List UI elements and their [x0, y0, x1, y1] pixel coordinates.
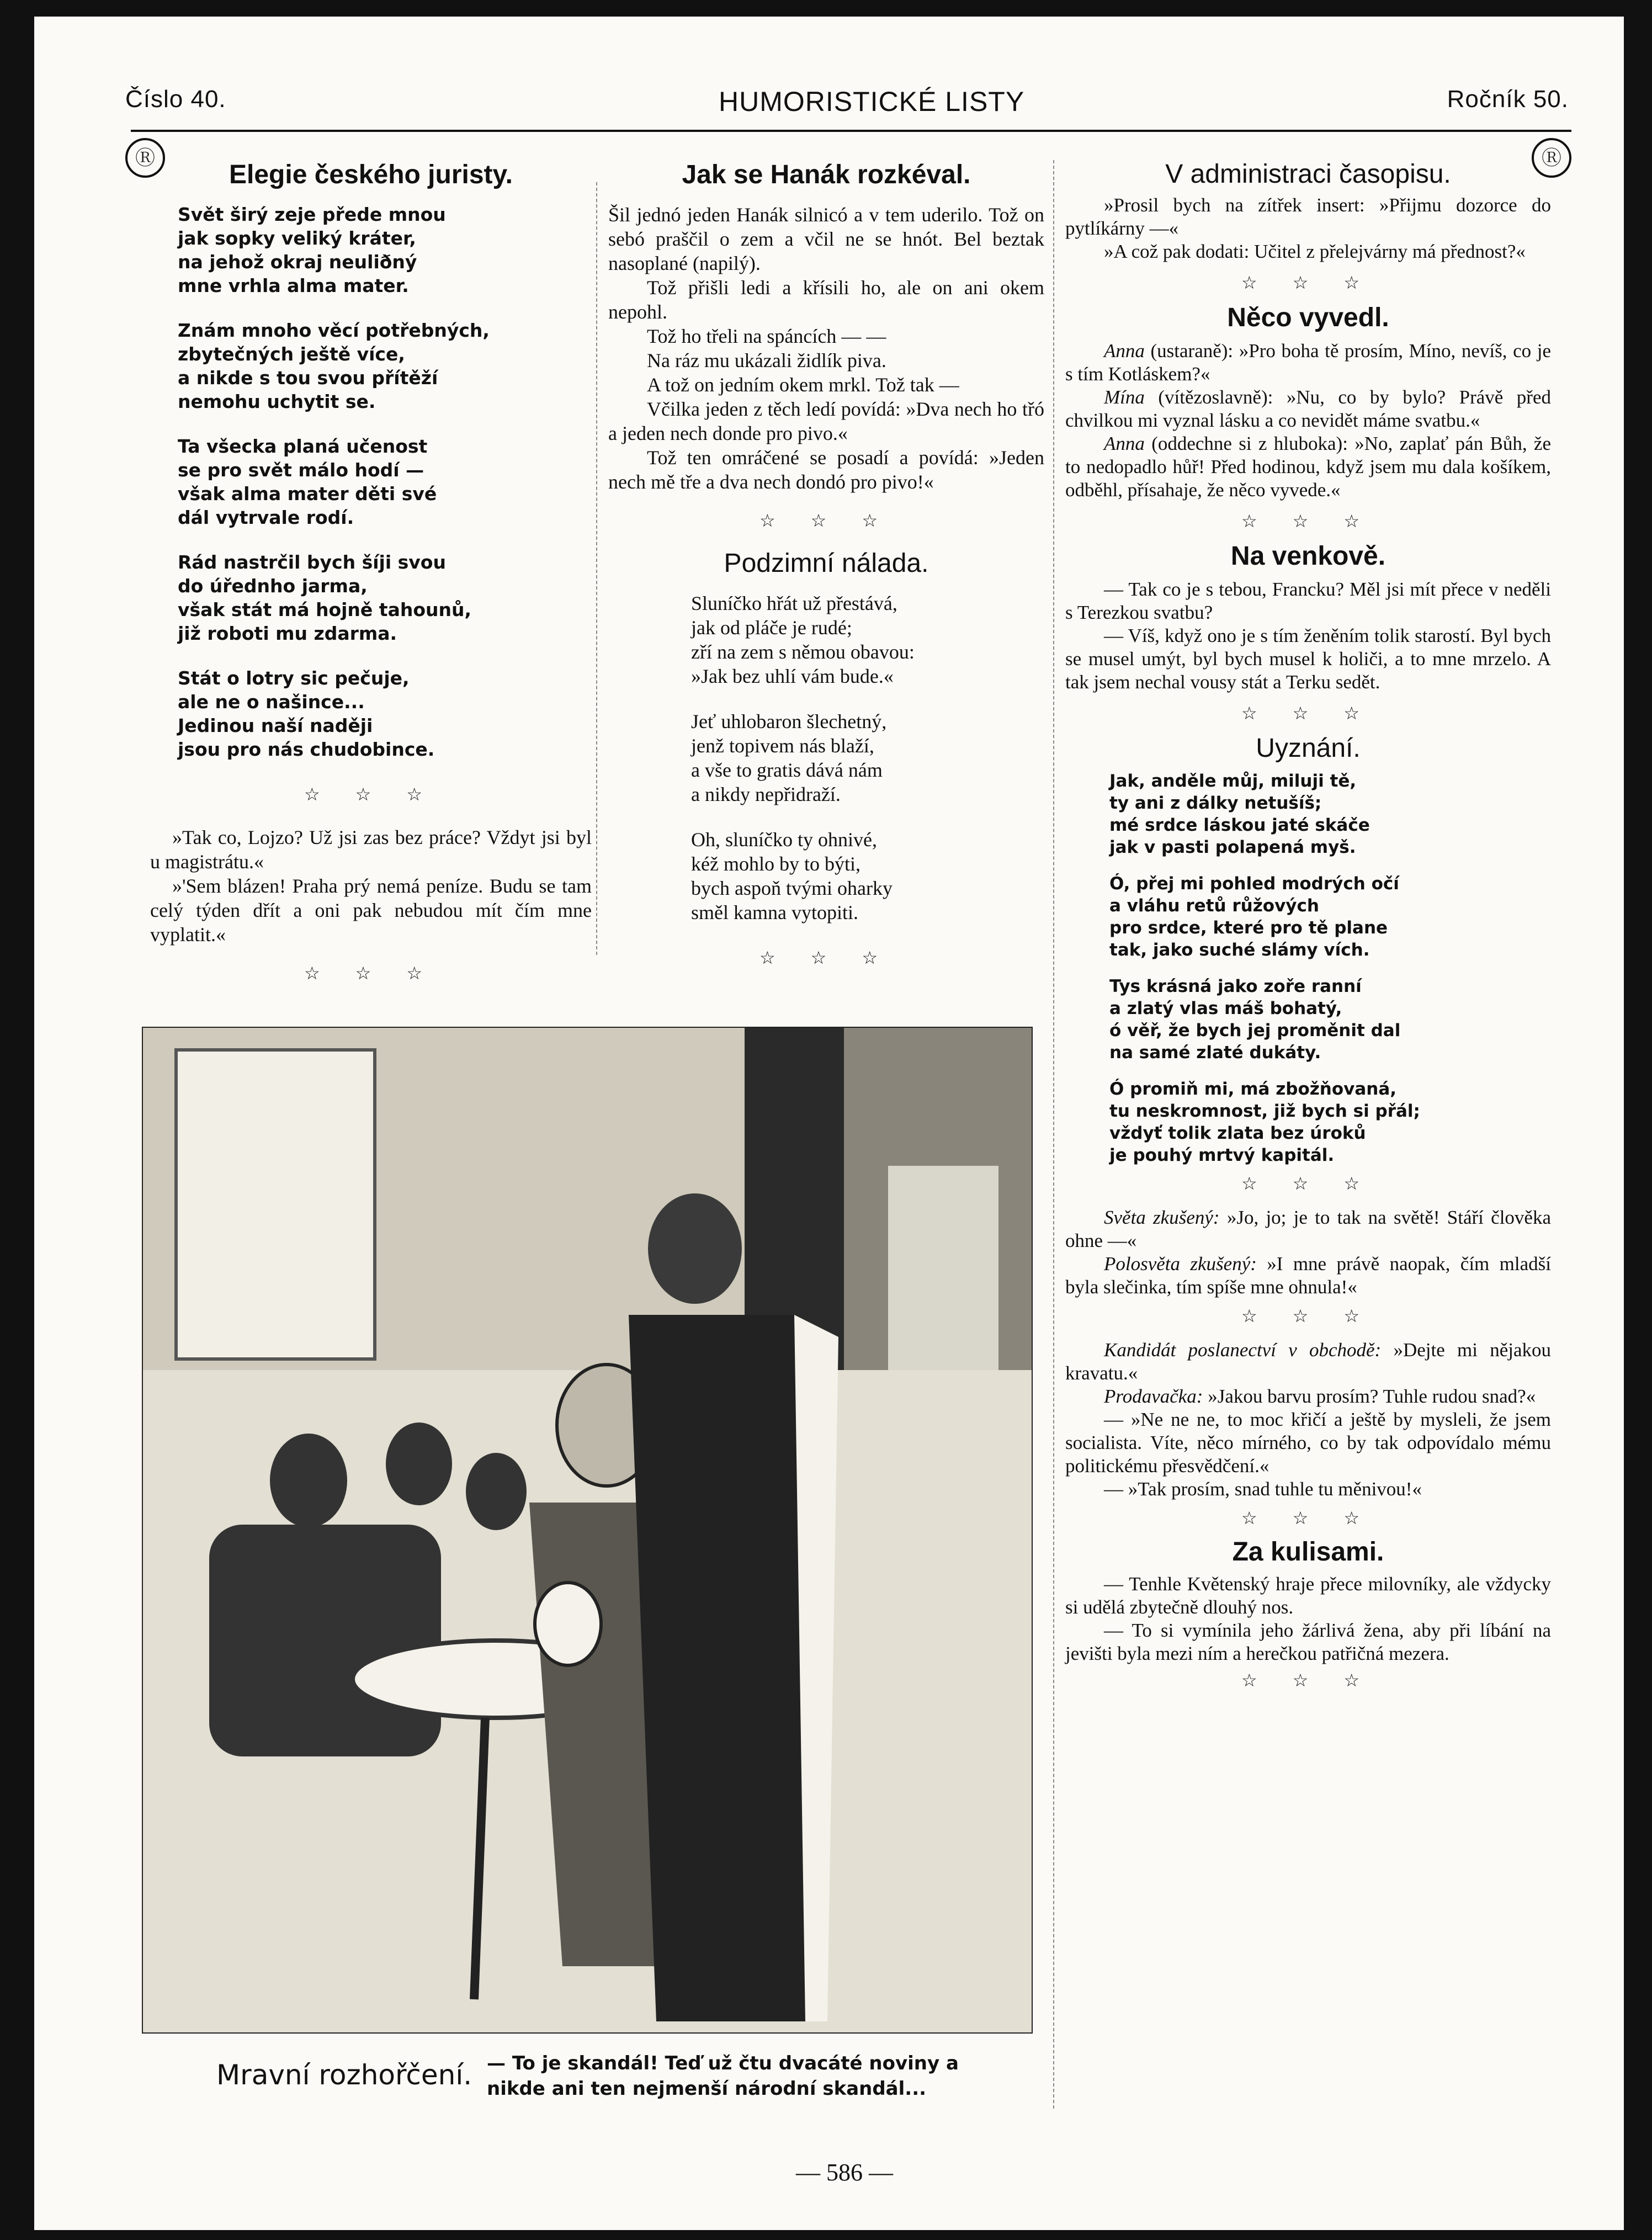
verse-line: »Jak bez uhlí vám bude.« [691, 665, 894, 687]
joke-paragraph: »'Sem blázen! Praha prý nemá peníze. Budu se tam celý týden dřít a oni pak nebudou mít čím mne vyplatit.« [150, 875, 592, 946]
stanza [178, 319, 592, 413]
right-ornament-icon: Ⓡ [1532, 138, 1571, 178]
section-title: Za kulisami. [1232, 1537, 1384, 1567]
star-separator-icon: ☆ ☆ ☆ [1241, 273, 1375, 293]
paragraph [1065, 432, 1551, 502]
paragraph: Šil jednó jeden Hanák silnicó a v tem uderilo. Tož on sebó praščil o zem a včil ne se hnót. Bel beztak nasoplané (napilý). [608, 204, 1044, 274]
verse-line: Svět širý zeje přede mnou [178, 204, 446, 225]
column-1 [150, 160, 592, 1004]
illustration-title: Mravní rozhořčení. [216, 2059, 472, 2091]
dialogue: »Jakou barvu prosím? Tuhle rudou snad?« [1203, 1386, 1536, 1407]
verse-line: a nikde s tou svou přítěží [178, 367, 438, 389]
verse-line: jak od pláče je rudé; [691, 617, 852, 639]
verse-line: Stát o lotry sic pečuje, [178, 667, 410, 689]
verse-line: mne vrhla alma mater. [178, 275, 409, 296]
verse-line: Ó, přej mi pohled modrých očí [1109, 874, 1399, 894]
verse-line: mé srdce láskou jaté skáče [1109, 815, 1370, 835]
header-rule [131, 130, 1571, 132]
verse-line: již roboti mu zdarma. [178, 623, 397, 644]
page-number: — 586 — [796, 2159, 893, 2186]
paragraph [1065, 1206, 1551, 1252]
volume-number: Ročník 50. [1447, 86, 1569, 113]
issue-number: Číslo 40. [125, 86, 226, 113]
stanza [1109, 873, 1551, 961]
verse-line: Oh, sluníčko ty ohnivé, [691, 829, 877, 851]
stanza [178, 434, 592, 529]
verse-line: tak, jako suché slámy vích. [1109, 940, 1370, 960]
column-divider [1053, 160, 1054, 2109]
verse-line: a zlatý vlas máš bohatý, [1109, 999, 1342, 1018]
verse-line: vždyť tolik zlata bez úroků [1109, 1123, 1366, 1143]
speaker: Prodavačka: [1104, 1386, 1203, 1407]
stanza [178, 203, 592, 298]
section-title: Na venkově. [1230, 542, 1386, 571]
dialogue: »I mne právě naopak, čím mladší byla slečinka, tím spíše mne ohnula!« [1065, 1253, 1551, 1298]
verse-line: směl kamna vytopiti. [691, 901, 858, 923]
verse-line: se pro svět málo hodí — [178, 459, 424, 481]
speaker: Anna [1104, 433, 1145, 454]
speaker: Polosvěta zkušený: [1104, 1253, 1257, 1275]
verse-line: jenž topivem nás blaží, [691, 735, 874, 757]
paragraph: — Tak co je s tebou, Francku? Měl jsi mít přece v neděli s Terezkou svatbu? [1065, 578, 1551, 623]
verse-line: kéž mohlo by to býti, [691, 853, 860, 875]
verse-line: na samé zlaté dukáty. [1109, 1043, 1321, 1063]
verse-line: Jak, anděle můj, miluji tě, [1109, 771, 1357, 791]
star-separator-icon: ☆ ☆ ☆ [1241, 703, 1375, 723]
section-title: V administraci časopisu. [1165, 160, 1451, 189]
verse-line: Ó promiň mi, má zbožňovaná, [1109, 1079, 1397, 1099]
journal-title: HUMORISTICKÉ LISTY [719, 86, 1025, 117]
article-title: Jak se Hanák rozkéval. [682, 160, 971, 189]
verse-line: jak sopky veliký kráter, [178, 227, 416, 249]
verse-line: Jeť uhlobaron šlechetný, [691, 710, 887, 732]
paragraph: »Prosil bych na zítřek insert: »Přijmu dozorce do pytlíkárny —« [1065, 194, 1551, 239]
illustration-cafe-scene [142, 1027, 1033, 2034]
verse-line: bych aspoň tvými oharky [691, 877, 893, 899]
verse-line: a nikdy nepřidraží. [691, 783, 841, 805]
stanza [1109, 975, 1551, 1064]
star-separator-icon: ☆ ☆ ☆ [304, 784, 438, 804]
paragraph: A tož on jedním okem mrkl. Tož tak — [647, 374, 959, 396]
stanza [691, 709, 1044, 806]
section-title: Něco vyvedl. [1227, 303, 1389, 332]
stanza [1109, 1078, 1551, 1166]
paragraph: »A což pak dodati: Učitel z přelejvárny má přednost?« [1104, 241, 1526, 262]
star-separator-icon: ☆ ☆ ☆ [759, 948, 894, 968]
speaker: Anna [1104, 340, 1145, 362]
dialogue: (vítězoslavně): »Nu, co by bylo? Právě před chvilkou mi vyznal lásku a co nevidět máme svatbu.« [1065, 386, 1551, 431]
star-separator-icon: ☆ ☆ ☆ [1241, 1306, 1375, 1326]
paragraph: — »Tak prosím, snad tuhle tu měnivou!« [1104, 1478, 1422, 1500]
dialogue: (ustaraně): »Pro boha tě prosím, Míno, nevíš, co je s tím Kotláskem?« [1065, 340, 1551, 385]
verse-line: však alma mater děti své [178, 483, 437, 505]
speaker: Kandidát poslanectví v obchodě: [1104, 1339, 1382, 1361]
paragraph [1065, 1385, 1551, 1408]
stanza [691, 591, 1044, 688]
verse-line: tu neskromnost, již bych si přál; [1109, 1101, 1420, 1121]
column-2 [608, 160, 1044, 989]
paragraph [1065, 339, 1551, 386]
paragraph: Tož ten omráčené se posadí a povídá: »Jeden nech mě tře a dva nech dondó pro pivo!« [608, 447, 1044, 493]
left-ornament-icon: Ⓡ [125, 138, 165, 178]
paragraph: Včilka jeden z těch ledí povídá: »Dva nech ho třó a jeden nech donde pro pivo.« [608, 398, 1044, 444]
poem-title: Elegie českého juristy. [229, 160, 513, 189]
verse-line: dál vytrvale rodí. [178, 507, 354, 528]
verse-line: na jehož okraj neuliðný [178, 251, 417, 273]
paragraph: Na ráz mu ukázali židlík piva. [647, 349, 886, 371]
star-separator-icon: ☆ ☆ ☆ [1241, 1508, 1375, 1528]
verse-line: ale ne o našince... [178, 691, 365, 713]
verse-line: Znám mnoho věcí potřebných, [178, 320, 490, 341]
paragraph: — Tenhle Květenský hraje přece milovníky, ale vždycky si udělá zbytečně dlouhý nos. [1065, 1573, 1551, 1618]
stanza [1109, 770, 1551, 858]
verse-line: do úřednho jarma, [178, 575, 368, 597]
dialogue: (oddechne si z hluboka): »No, zaplať pán Bůh, že to nedopadlo hůř! Před hodinou, když jsem mu dala košíkem, odběhl, přísahaje, že něco vyvede.« [1065, 433, 1551, 501]
verse-line: a vše to gratis dává nám [691, 759, 883, 781]
illustration-caption: — To je skandál! Teď už čtu dvacáté noviny a nikde ani ten nejmenší národní skandál... [487, 2052, 959, 2100]
dialogue: »Jo, jo; je to tak na světě! Stáří člověka ohne —« [1065, 1207, 1551, 1251]
column-3 [1065, 160, 1551, 1692]
verse-line: však stát má hojně tahounů, [178, 599, 472, 620]
speaker: Mína [1104, 386, 1145, 408]
star-separator-icon: ☆ ☆ ☆ [1241, 1670, 1375, 1690]
verse-line: Jedinou naší naději [178, 715, 373, 736]
verse-line: ty ani z dálky netušíš; [1109, 793, 1322, 813]
paragraph: Tož ho třeli na spáncích — — [647, 325, 886, 347]
verse-line: Rád nastrčil bych šíji svou [178, 551, 446, 573]
poem-title: Uyznání. [1256, 734, 1361, 763]
stanza [691, 827, 1044, 925]
star-separator-icon: ☆ ☆ ☆ [1241, 1174, 1375, 1193]
verse-line: zbytečných ještě více, [178, 343, 405, 365]
verse-line: Sluníčko hřát už přestává, [691, 592, 897, 614]
newspaper-page [34, 17, 1624, 2230]
verse-line: Ta všecka planá učenost [178, 436, 428, 457]
joke-paragraph: »Tak co, Lojzo? Už jsi zas bez práce? Vždyt jsi byl u magistrátu.« [150, 826, 592, 873]
verse-line: jak v pasti polapená myš. [1109, 837, 1356, 857]
paragraph [1065, 386, 1551, 432]
stanza [178, 666, 592, 761]
verse-line: Tys krásná jako zoře ranní [1109, 976, 1362, 996]
paragraph [1065, 1252, 1551, 1299]
verse-line: nemohu uchytit se. [178, 391, 376, 412]
verse-line: jsou pro nás chudobince. [178, 739, 435, 760]
paragraph [1065, 1339, 1551, 1385]
illustration-drawing [143, 1028, 1032, 2032]
paragraph: Tož přišli ledi a křísili ho, ale on ani okem nepohl. [608, 277, 1044, 323]
paragraph: — »Ne ne ne, to moc křičí a ještě by mysleli, že jsem socialista. Víte, něco mírného, co by tak odpovídalo mému politickému přesvědčení.« [1065, 1409, 1551, 1477]
paragraph: — To si vymínila jeho žárlivá žena, aby při líbání na jevišti byla mezi ním a herečkou patřičná mezera. [1065, 1620, 1551, 1664]
column-divider [596, 182, 597, 955]
verse-line: je pouhý mrtvý kapitál. [1109, 1145, 1335, 1165]
star-separator-icon: ☆ ☆ ☆ [1241, 511, 1375, 531]
poem-title: Podzimní nálada. [724, 549, 929, 578]
verse-line: zří na zem s němou obavou: [691, 641, 915, 663]
paragraph: — Víš, když ono je s tím ženěním tolik starostí. Byl bych se musel umýt, byl bych musel k holiči, a to mne mrzelo. A tak jsem nechal vousy stát a Terku sedět. [1065, 625, 1551, 693]
verse-line: ó věř, že bych jej proměnit dal [1109, 1021, 1401, 1041]
star-separator-icon: ☆ ☆ ☆ [304, 963, 438, 983]
verse-line: pro srdce, které pro tě plane [1109, 918, 1388, 938]
verse-line: a vláhu retů růžových [1109, 896, 1319, 916]
star-separator-icon: ☆ ☆ ☆ [759, 511, 894, 530]
speaker: Světa zkušený: [1104, 1207, 1220, 1228]
dialogue: »Dejte mi nějakou kravatu.« [1065, 1339, 1551, 1384]
stanza [178, 550, 592, 645]
